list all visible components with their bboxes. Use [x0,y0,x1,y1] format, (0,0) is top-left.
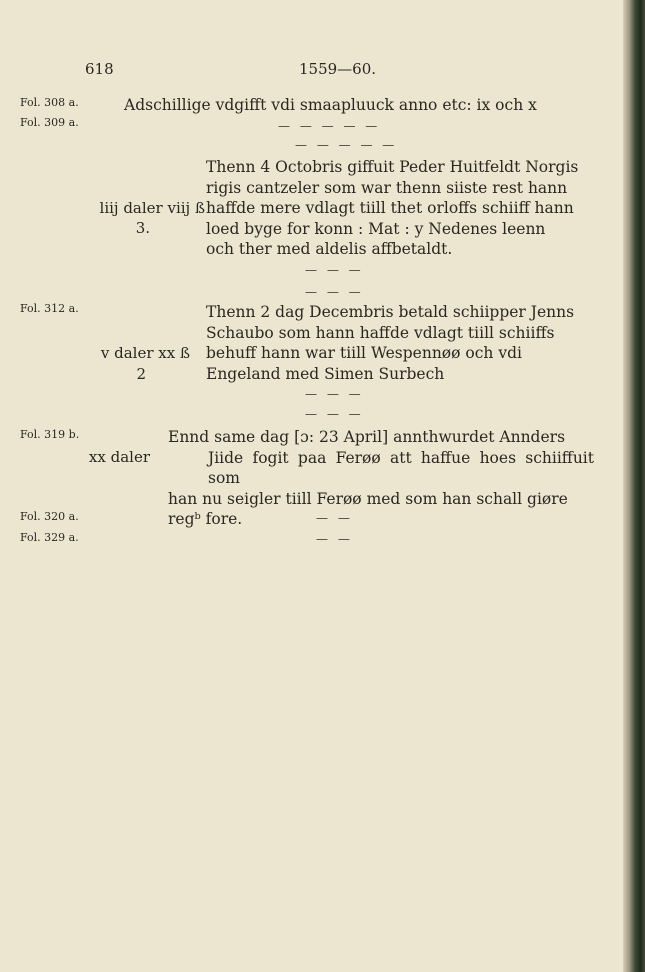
folio-ref-308a: Fol. 308 a. [20,96,79,109]
entry-3-amount: v daler xx ß [100,344,190,362]
folio-ref-312a: Fol. 312 a. [20,302,79,315]
folio-ref-329a: Fol. 329 a. [20,531,79,544]
entry-1-text: Adschillige vdgifft vdi smaapluuck anno etc: ix och x [124,96,537,114]
entry-2-amount-sub: 3. [135,219,150,237]
entry-2-text [206,157,594,260]
entry-3-rule-bottom: — — — [305,387,364,401]
entry-3-line: behuff hann war tiill Wespennøø och vdi [206,344,522,362]
entry-2-line: rigis cantzeler som war thenn siiste rest hann [206,178,568,197]
entry-2-amount: liij daler viij ß [99,199,205,217]
entry-4-line: Ennd same dag [ɔ: 23 April] annthwurdet Annders [168,428,566,446]
entry-4-amount: xx daler [88,448,150,466]
entry-2-line: loed byge for konn : Mat : y Nedenes leenn [206,219,546,238]
entry-3-rule-top: — — — [305,285,364,299]
book-edge [623,0,645,972]
entry-3-line: Engeland med Simen Surbech [206,364,445,383]
entry-3-line: Schaubo som hann haffde vdlagt tiill schiiffs [206,323,555,342]
page-number: 618 [85,60,114,78]
entry-2-line: Thenn 4 Octobris giffuit Peder Huitfeldt Norgis [206,158,579,176]
entry-4-line: regᵇ fore. [168,510,243,528]
entry-5-rule-b: — — [316,532,353,546]
entry-1-rule: — — — — — [278,119,381,133]
entry-2-line: och ther med aldelis affbetaldt. [206,240,453,258]
folio-ref-319b: Fol. 319 b. [20,428,80,441]
entry-2-rule-bottom: — — — [305,263,364,277]
entry-3-amount-sub: 2 [136,365,146,383]
entry-3-text [206,302,594,384]
entry-4-text [168,427,594,530]
entry-5-rule-a: — — [316,511,353,525]
entry-3-line: Thenn 2 dag Decembris betald schiipper Jenns [206,303,575,321]
entry-4-line: han nu seigler tiill Ferøø med som han schall giøre [168,489,568,508]
year-range: 1559—60. [299,60,377,78]
folio-ref-309a: Fol. 309 a. [20,116,79,129]
entry-4-rule-top: — — — [305,407,364,421]
entry-2-line: haffde mere vdlagt tiill thet orloffs schiiff hann [206,199,574,217]
entry-2-rule-top: — — — — — [295,138,398,152]
entry-4-line: Jiide fogit paa Ferøø att haffue hoes schiiffuit som [208,448,594,487]
folio-ref-320a: Fol. 320 a. [20,510,79,523]
